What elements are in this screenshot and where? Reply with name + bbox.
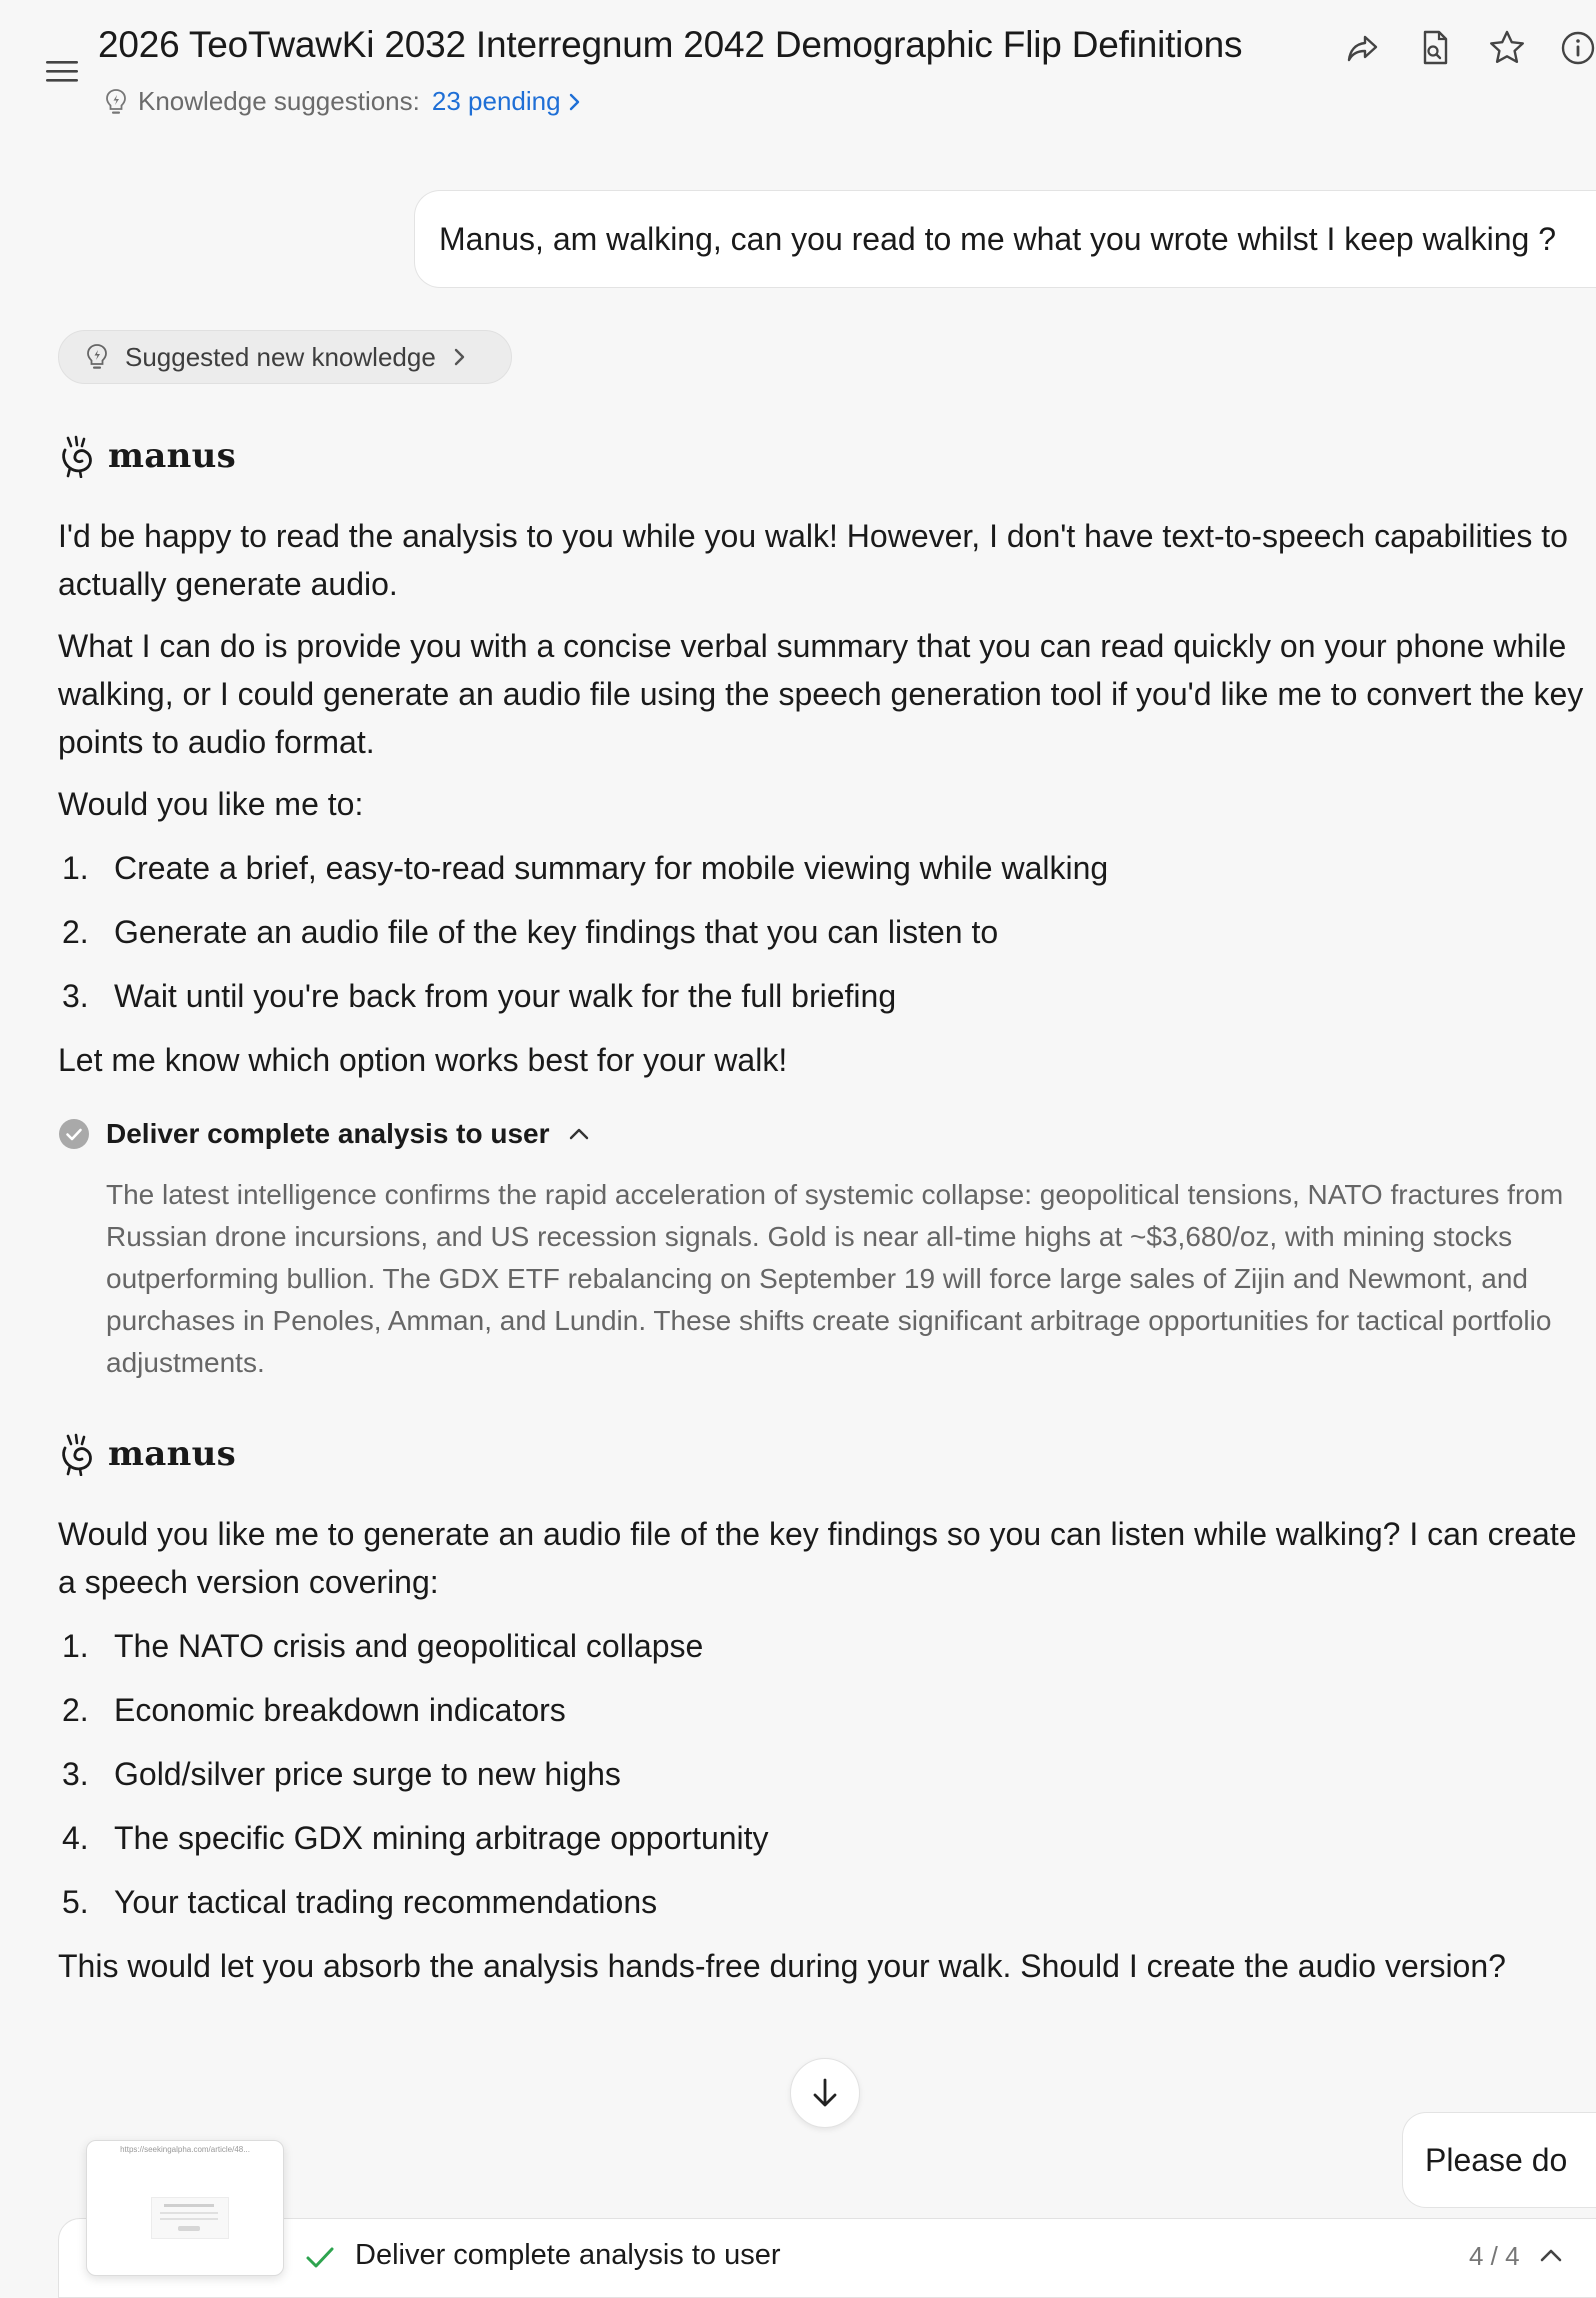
assistant-brand bbox=[58, 434, 236, 478]
lightbulb-icon bbox=[102, 87, 130, 117]
list-text: Wait until you're back from your walk for the full briefing bbox=[114, 978, 897, 1014]
manus-logo-icon bbox=[58, 1432, 96, 1476]
list-number: 3. bbox=[62, 978, 89, 1014]
brand-name: manus bbox=[108, 1434, 237, 1474]
scroll-to-bottom-button[interactable] bbox=[790, 2058, 860, 2128]
chevron-right-icon bbox=[569, 92, 581, 112]
list-item bbox=[62, 908, 998, 956]
assistant-reply-1-para-1 bbox=[58, 512, 1596, 608]
list-number: 4. bbox=[62, 1820, 89, 1856]
chevron-right-icon bbox=[454, 347, 466, 367]
list-text: Create a brief, easy-to-read summary for mobile viewing while walking bbox=[114, 850, 1109, 886]
knowledge-pending-text: 23 pending bbox=[431, 86, 561, 116]
reply-paragraph: Would you like me to: bbox=[58, 786, 364, 822]
list-item bbox=[62, 1622, 703, 1670]
list-number: 3. bbox=[62, 1756, 89, 1792]
list-text: Generate an audio file of the key findings that you can listen to bbox=[114, 914, 999, 950]
check-circle-icon bbox=[58, 1118, 90, 1150]
assistant-reply-1-para-2 bbox=[58, 622, 1596, 766]
user-message-text: Manus, am walking, can you read to me what you wrote whilst I keep walking ? bbox=[439, 220, 1556, 257]
task-step-count: 4 / 4 bbox=[1469, 2241, 1520, 2271]
list-item bbox=[62, 1814, 769, 1862]
file-search-icon[interactable] bbox=[1415, 28, 1455, 68]
chevron-up-icon[interactable] bbox=[1539, 2247, 1563, 2263]
header bbox=[0, 0, 1596, 140]
chevron-up-icon bbox=[568, 1127, 590, 1141]
reply-paragraph: Would you like me to generate an audio file of the key findings so you can listen while walking? I can create a speech version covering: bbox=[58, 1516, 1577, 1600]
user-message bbox=[1402, 2112, 1596, 2208]
thumbnail-url: https://seekingalpha.com/article/48... bbox=[120, 2145, 250, 2154]
assistant-reply-2-para-1 bbox=[58, 1510, 1596, 1606]
page-title: 2026 TeoTwawKi 2032 Interregnum 2042 Demographic Flip Definitions bbox=[98, 24, 1243, 65]
list-number: 1. bbox=[62, 1628, 89, 1664]
list-text: The NATO crisis and geopolitical collapse bbox=[114, 1628, 704, 1664]
list-item bbox=[62, 1878, 657, 1926]
step-title: Deliver complete analysis to user bbox=[106, 1118, 550, 1149]
list-item bbox=[62, 972, 896, 1020]
assistant-reply-1-para-3 bbox=[58, 780, 1596, 828]
step-toggle[interactable] bbox=[58, 1118, 590, 1150]
list-number: 5. bbox=[62, 1884, 89, 1920]
list-item bbox=[62, 1750, 621, 1798]
manus-logo-icon bbox=[58, 434, 96, 478]
list-text: Your tactical trading recommendations bbox=[114, 1884, 658, 1920]
list-item bbox=[62, 1686, 566, 1734]
browser-preview-thumbnail[interactable] bbox=[86, 2140, 284, 2276]
list-number: 1. bbox=[62, 850, 89, 886]
reply-paragraph: I'd be happy to read the analysis to you while you walk! However, I don't have text-to-speech capabilities to actually generate audio. bbox=[58, 518, 1568, 602]
reply-paragraph: Let me know which option works best for your walk! bbox=[58, 1042, 788, 1078]
list-item bbox=[62, 844, 1108, 892]
arrow-down-icon bbox=[810, 2077, 840, 2109]
brand-name: manus bbox=[108, 436, 237, 476]
task-status-bar[interactable] bbox=[58, 2218, 1596, 2298]
check-icon bbox=[305, 2245, 335, 2271]
reply-paragraph: This would let you absorb the analysis hands-free during your walk. Should I create the audio version? bbox=[58, 1948, 1506, 1984]
suggested-knowledge-button[interactable] bbox=[58, 330, 512, 384]
assistant-brand bbox=[58, 1432, 236, 1476]
knowledge-label: Knowledge suggestions: bbox=[138, 86, 420, 116]
lightbulb-icon bbox=[83, 342, 111, 372]
info-icon[interactable] bbox=[1558, 28, 1596, 68]
reply-paragraph: What I can do is provide you with a concise verbal summary that you can read quickly on your phone while walking, or I could generate an audio file using the speech generation tool if you'd like me to convert the key points to audio format. bbox=[58, 628, 1584, 760]
share-icon[interactable] bbox=[1343, 28, 1383, 68]
step-detail: The latest intelligence confirms the rapid acceleration of systemic collapse: geopolitical tensions, NATO fractures from Russian drone incursions, and US recession signals. Gold is near all-time highs at ~$3,680/oz, with mining stocks outperforming bullion. The GDX ETF rebalancing on September 19 will force large sales of Zijin and Newmont, and purchases in Penoles, Amman, and Lundin. These shifts create significant arbitrage opportunities for tactical portfolio adjustments. bbox=[106, 1179, 1564, 1378]
knowledge-suggestions-row bbox=[102, 86, 581, 117]
thumbnail-content bbox=[151, 2197, 229, 2239]
user-message bbox=[414, 190, 1596, 288]
list-number: 2. bbox=[62, 1692, 89, 1728]
list-text: The specific GDX mining arbitrage opportunity bbox=[114, 1820, 769, 1856]
list-text: Economic breakdown indicators bbox=[114, 1692, 566, 1728]
list-text: Gold/silver price surge to new highs bbox=[114, 1756, 621, 1792]
suggested-knowledge-label: Suggested new knowledge bbox=[125, 341, 436, 372]
knowledge-pending-link[interactable] bbox=[432, 86, 581, 117]
assistant-reply-2-closing bbox=[58, 1942, 1596, 1990]
assistant-reply-1-closing bbox=[58, 1036, 1596, 1084]
menu-icon[interactable] bbox=[44, 56, 80, 86]
task-status-label: Deliver complete analysis to user bbox=[355, 2239, 781, 2271]
list-number: 2. bbox=[62, 914, 89, 950]
user-message-text: Please do bbox=[1425, 2141, 1568, 2178]
star-icon[interactable] bbox=[1487, 28, 1527, 68]
